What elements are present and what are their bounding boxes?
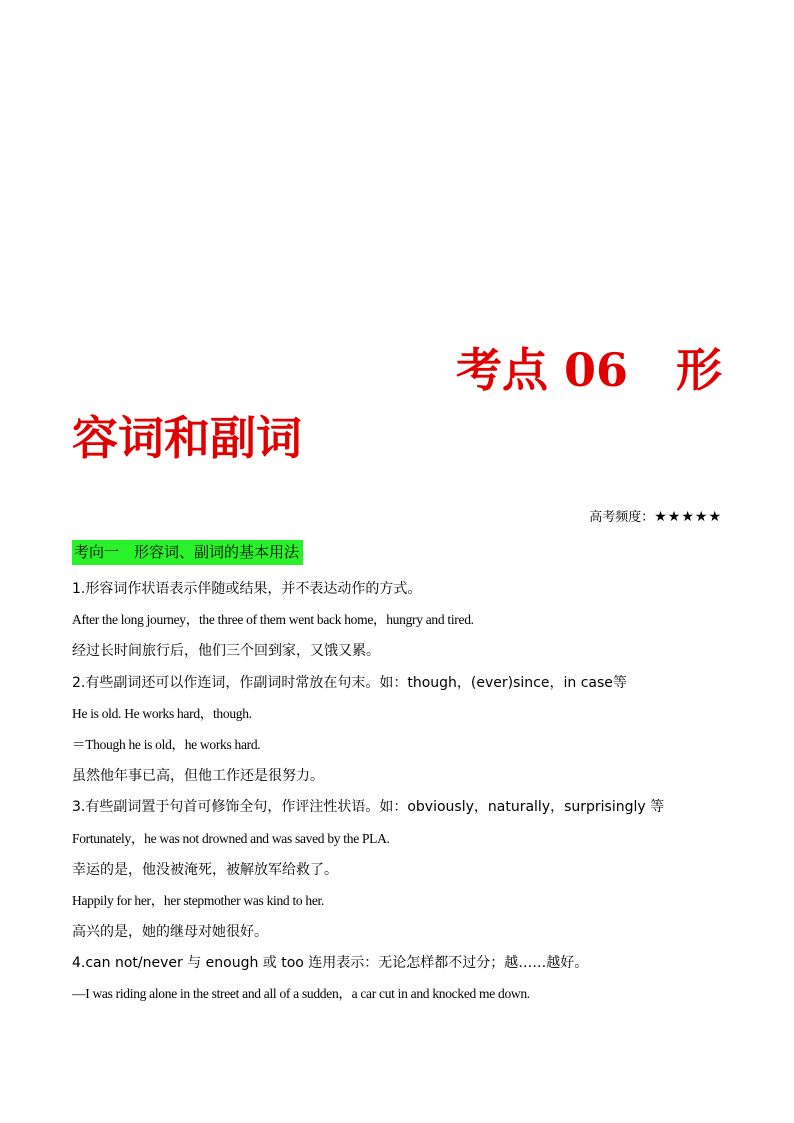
title-line-2: 容词和副词 <box>72 411 302 465</box>
body-line: Happily for her，her stepmother was kind to her. <box>72 892 325 908</box>
body-line: —I was riding alone in the street and all of a sudden，a car cut in and knocked me down. <box>72 986 530 1002</box>
frequency-rating <box>589 506 722 525</box>
body-line: 虽然他年事已高，但他工作还是很努力。 <box>72 768 324 785</box>
body-line: After the long journey，the three of them went back home，hungry and tired. <box>72 612 474 628</box>
star-rating-icon: ★★★★★ <box>654 509 722 525</box>
body-line: 2.有些副词还可以作连词，作副词时常放在句末。如：though，(ever)since，in case等 <box>72 674 627 691</box>
frequency-label: 高考频度： <box>589 510 655 525</box>
body-line: He is old. He works hard，though. <box>72 705 252 721</box>
title-line-1 <box>456 340 722 400</box>
content-body <box>72 578 732 1015</box>
body-line: 高兴的是，她的继母对她很好。 <box>72 924 268 941</box>
body-line: Fortunately，he was not drowned and was saved by the PLA. <box>72 830 390 846</box>
title-part2: 形 <box>676 343 722 397</box>
body-line: 1.形容词作状语表示伴随或结果，并不表达动作的方式。 <box>72 581 422 597</box>
body-line: 幸运的是，他没被淹死，被解放军给救了。 <box>72 861 338 878</box>
body-line: 3.有些副词置于句首可修饰全句，作评注性状语。如：obviously，naturally，surprisingly 等 <box>72 799 665 816</box>
body-line: 4.can not/never 与 enough 或 too 连用表示：无论怎样都不过分；越……越好。 <box>72 955 589 972</box>
body-line: 经过长时间旅行后，他们三个回到家，又饿又累。 <box>72 643 380 660</box>
title-number: 06 <box>563 343 628 397</box>
section-heading: 考向一 形容词、副词的基本用法 <box>72 540 303 565</box>
body-line: ＝Though he is old，he works hard. <box>72 736 261 752</box>
title-part1: 考点 <box>455 343 548 397</box>
